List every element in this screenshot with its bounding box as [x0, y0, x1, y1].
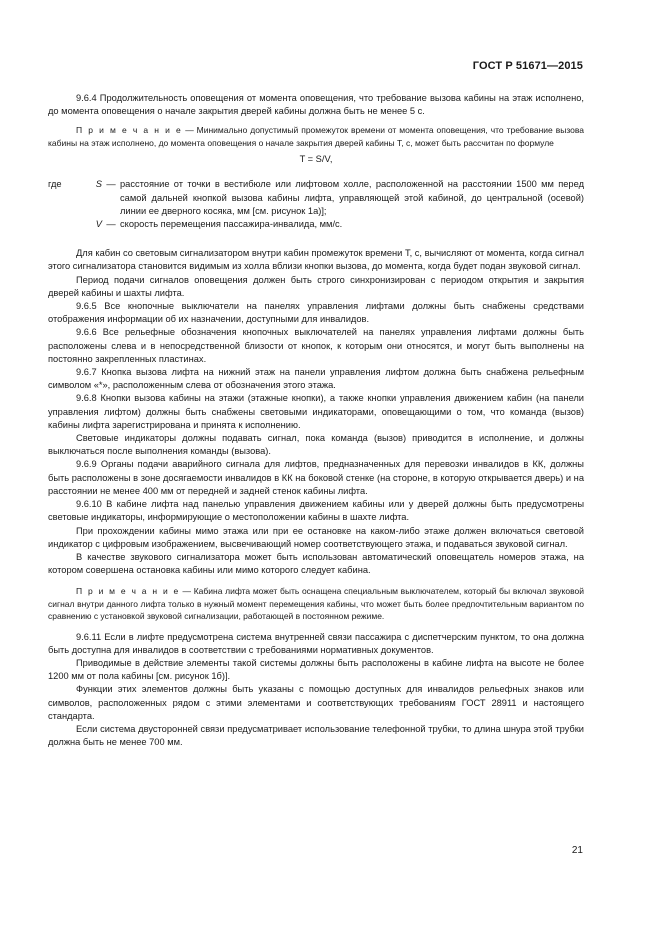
clause-9-6-10: 9.6.10 В кабине лифта над панелью управления движением кабины или у дверей должны быть предусмотрены световые индикаторы, информирующие о местоположении кабины в шахте лифта.: [48, 499, 584, 523]
definition-where: где: [48, 179, 62, 190]
page-number: 21: [571, 845, 583, 856]
clause-9-6-6: 9.6.6 Все рельефные обозначения кнопочных выключателей на панелях управления лифтами должны быть расположены слева и в непосредственной близости от кнопок, к которым они относятся, и могут быть выполнены на постоянно закрепленных пластинах.: [48, 327, 584, 364]
clause-9-6-8: 9.6.8 Кнопки вызова кабины на этажи (этажные кнопки), а также кнопки управления движением кабин (на панели управления лифтом) должны быть снабжены световыми индикаторами, оповещающими о том, что команда (вызов) кабины лифта зарегистрирована и принята к исполнению.: [48, 393, 584, 430]
definitions: [48, 178, 584, 231]
definition-v-dash: —: [106, 219, 116, 230]
paragraph-passing: При прохождении кабины мимо этажа или при ее остановке на каком-либо этаже должен включаться световой индикатор с цифровым изображением, высвечивающий номер соответствующего этажа, и подаваться звуковой сигнал.: [48, 525, 584, 549]
paragraph-controls: Приводимые в действие элементы такой системы должны быть расположены в кабине лифта на высоте не более 1200 мм от пола кабины [см. рисунок 1б)].: [48, 657, 584, 682]
definition-v-symbol: V: [95, 219, 102, 230]
paragraph-period: Период подачи сигналов оповещения должен быть строго синхронизирован с периодом открытия и закрытия дверей кабины и шахты лифта.: [48, 274, 584, 298]
clause-9-6-4: 9.6.4 Продолжительность оповещения от момента оповещения, что требование вызова кабины на этаж исполнено, до момента оповещения о начале закрытия дверей кабины должна быть не менее 5 с.: [48, 93, 584, 117]
note-1: [48, 124, 584, 149]
clause-9-6-7: 9.6.7 Кнопка вызова лифта на нижний этаж на панели управления лифтом должна быть снабжена рельефным символом «*», расположенным слева от обозначения этого этажа.: [48, 367, 584, 391]
paragraph-sound: В качестве звукового сигнализатора может быть использован автоматический оповещатель номеров этажа, на котором совершена остановка кабины или мимо которого следует кабина.: [48, 551, 584, 576]
paragraph-functions: Функции этих элементов должны быть указаны с помощью доступных для инвалидов рельефных знаков или символов, расположенных рядом с этими элементами и соответствующих требованиям ГОСТ 28911 и настоящего стандарта.: [48, 684, 584, 721]
document-body: [48, 92, 584, 749]
formula: T = S/V,: [299, 154, 333, 165]
standard-header: ГОСТ Р 51671—2015: [472, 60, 583, 72]
definition-v: [48, 218, 584, 231]
paragraph-cord: Если система двусторонней связи предусматривает использование телефонной трубки, то длина шнура этой трубки должна быть не менее 700 мм.: [48, 723, 584, 748]
note-2: [48, 585, 584, 622]
clause-9-6-9: 9.6.9 Органы подачи аварийного сигнала для лифтов, предназначенных для перевозки инвалидов в КК, должны быть расположены в зоне досягаемости инвалидов в КК на боковой стенке (на стороне, в которую открывается дверь) и на расстоянии не менее 400 мм от передней и задней стенок кабины лифта.: [48, 459, 584, 496]
definition-s-symbol: S: [95, 179, 102, 190]
definition-s-text: расстояние от точки в вестибюле или лифтовом холле, расположенной на расстоянии 1500 мм перед самой дальней кнопкой вызова кабины лифта, управляющей этой кабиной, до центральной (осевой) линии ее дверного косяка, мм [см. рисунок 1а)];: [120, 179, 584, 216]
clause-9-6-5: 9.6.5 Все кнопочные выключатели на панелях управления лифтами должны быть снабжены средствами отображения информации об их назначении, доступными для инвалидов.: [48, 301, 584, 325]
clause-9-6-11: 9.6.11 Если в лифте предусмотрена система внутренней связи пассажира с диспетчерским пунктом, то она должна быть доступна для инвалидов в соответствии с требованиями нормативных документов.: [48, 631, 584, 655]
paragraph-light-signal: Для кабин со световым сигнализатором внутри кабин промежуток времени T, с, вычисляют от момента, когда сигнал этого сигнализатора становится видимым из холла вблизи кнопки вызова, до момента, когда будет подан звуковой сигнал.: [48, 248, 584, 272]
note-1-label: П р и м е ч а н и е: [76, 125, 183, 136]
definition-v-text: скорость перемещения пассажира-инвалида, мм/с.: [120, 219, 343, 230]
definition-s: [48, 178, 584, 218]
note-2-text: — Кабина лифта может быть оснащена специальным выключателем, который бы включал звуковой сигнал внутри данного лифта только в нужный момент перемещения кабины, что может быть более предпочтительным вариантом по сравнению с установкой звуковой сигнализации, работающей в постоянном режиме.: [48, 586, 584, 622]
paragraph-indicators: Световые индикаторы должны подавать сигнал, пока команда (вызов) приводится в исполнение, и должны выключаться после выполнения команды (вызова).: [48, 433, 584, 457]
note-1-text: — Минимально допустимый промежуток времени от момента оповещения, что требование вызова кабины на этаж исполнено, до момента оповещения о начале закрытия дверей кабины T, с, может быть рассчитан по формуле: [48, 125, 584, 148]
note-2-label: П р и м е ч а н и е: [76, 586, 180, 597]
definition-s-dash: —: [106, 179, 116, 190]
